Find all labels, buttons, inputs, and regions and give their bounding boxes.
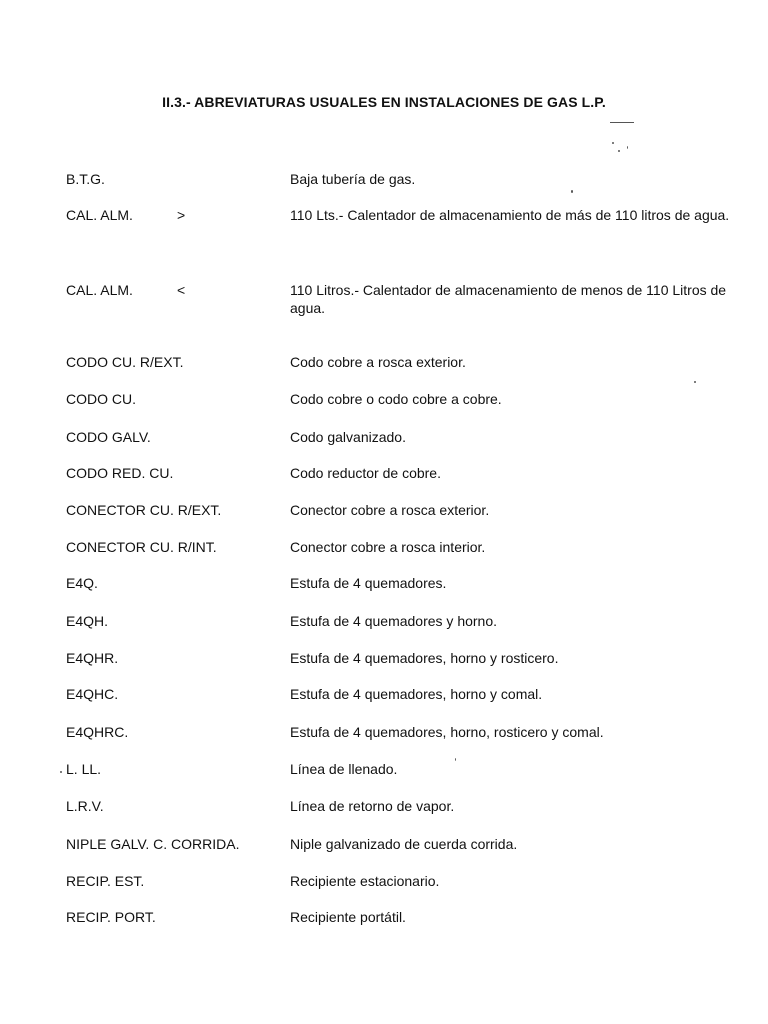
abbreviation: NIPLE GALV. C. CORRIDA.: [66, 836, 240, 852]
definition: Estufa de 4 quemadores.: [290, 575, 447, 591]
definition: Línea de llenado.: [290, 761, 398, 777]
definition: Codo galvanizado.: [290, 429, 406, 445]
abbreviation: E4QH.: [66, 613, 109, 629]
definition: Estufa de 4 quemadores, horno, rosticero y comal.: [290, 724, 604, 740]
definition: Niple galvanizado de cuerda corrida.: [290, 836, 518, 852]
definition: 110 Litros.- Calentador de almacenamiento de menos de 110 Litros de agua.: [290, 282, 727, 316]
abbreviation: CAL. ALM.: [66, 282, 133, 298]
abbreviation: E4Q.: [66, 575, 98, 591]
definition: Estufa de 4 quemadores y horno.: [290, 613, 498, 629]
scan-speck: [571, 190, 573, 193]
abbreviation: CONECTOR CU. R/EXT.: [66, 502, 222, 518]
abbreviation: E4QHR.: [66, 650, 119, 666]
definition: Estufa de 4 quemadores, horno y comal.: [290, 686, 543, 702]
abbreviation: B.T.G.: [66, 171, 105, 187]
abbreviation: CODO CU. R/EXT.: [66, 354, 184, 370]
abbreviation: E4QHRC.: [66, 724, 129, 740]
definition: Codo reductor de cobre.: [290, 465, 441, 481]
definition: Conector cobre a rosca exterior.: [290, 502, 490, 518]
scan-speck: [612, 142, 614, 144]
scan-speck: [455, 758, 456, 761]
abbreviation: CAL. ALM.: [66, 207, 133, 223]
comparison-symbol: <: [177, 282, 186, 298]
abbreviation: CODO GALV.: [66, 429, 151, 445]
scan-speck: [610, 122, 634, 123]
definition: Estufa de 4 quemadores, horno y rosticero.: [290, 650, 559, 666]
definition: Recipiente estacionario.: [290, 873, 440, 889]
abbreviation: CONECTOR CU. R/INT.: [66, 539, 217, 555]
scan-speck: [60, 771, 62, 773]
abbreviation: L. LL.: [66, 761, 102, 777]
abbreviation: CODO RED. CU.: [66, 465, 174, 481]
abbreviation: L.R.V.: [66, 798, 104, 814]
abbreviation: RECIP. EST.: [66, 873, 145, 889]
scan-speck: [618, 150, 620, 152]
page-title: II.3.- ABREVIATURAS USUALES EN INSTALACIONES DE GAS L.P.: [162, 94, 606, 110]
scan-speck: [627, 146, 628, 149]
definition: 110 Lts.- Calentador de almacenamiento de más de 110 litros de agua.: [290, 207, 730, 223]
comparison-symbol: >: [177, 207, 186, 223]
definition: Línea de retorno de vapor.: [290, 798, 455, 814]
definition: Codo cobre a rosca exterior.: [290, 354, 466, 370]
definition: Conector cobre a rosca interior.: [290, 539, 486, 555]
definition: Recipiente portátil.: [290, 909, 406, 925]
definition: Codo cobre o codo cobre a cobre.: [290, 391, 502, 407]
definition: Baja tubería de gas.: [290, 171, 416, 187]
abbreviation: CODO CU.: [66, 391, 136, 407]
abbreviation: RECIP. PORT.: [66, 909, 156, 925]
abbreviation: E4QHC.: [66, 686, 119, 702]
scan-speck: [694, 381, 696, 383]
